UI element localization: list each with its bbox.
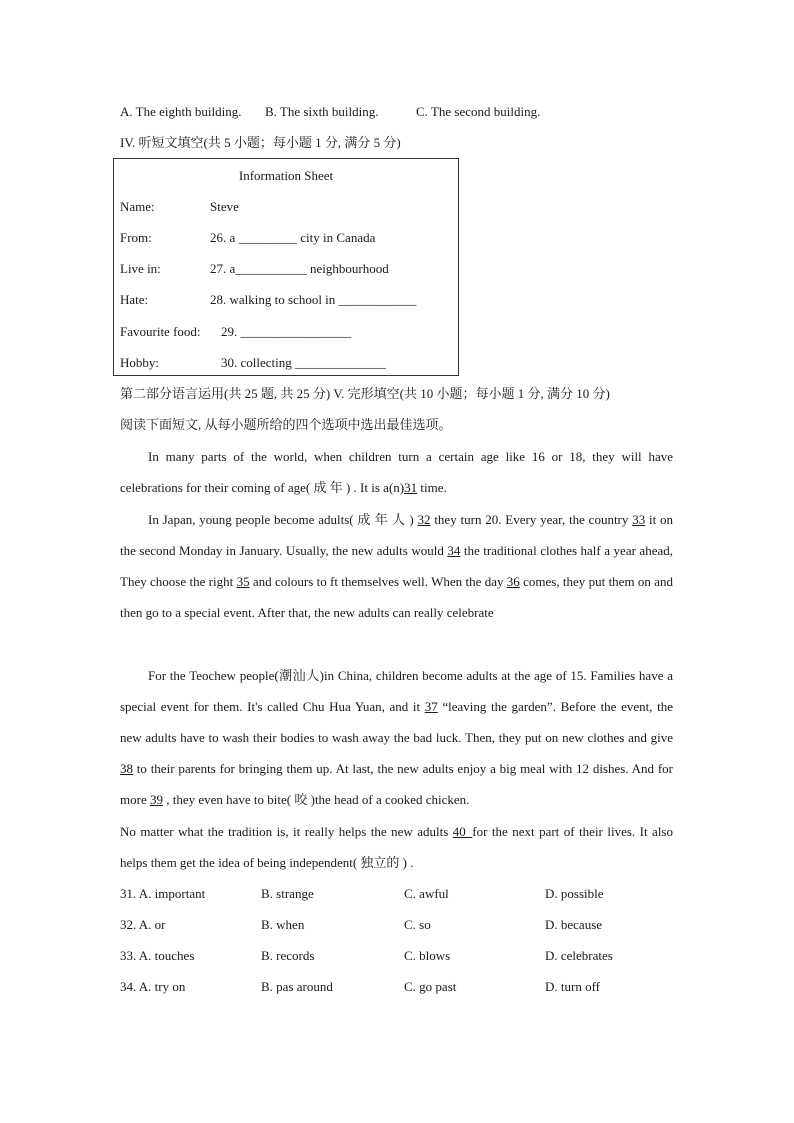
- passage-text: to their parents for bringing them up. At last, the new adults enjoy a big meal with 12 dishes. And for more: [120, 761, 673, 807]
- info-value: 30. collecting ______________: [221, 355, 387, 370]
- info-row-favourite-food: [120, 324, 351, 340]
- option-a: 33. A. touches: [120, 948, 195, 963]
- info-row-live-in: [120, 261, 389, 277]
- passage-text: In Japan, young people become adults( 成 年 人 ): [148, 512, 418, 527]
- passage-text: time.: [417, 480, 447, 495]
- passage-paragraph-2: [120, 504, 673, 628]
- option-c: C. awful: [404, 886, 449, 901]
- blank-38: 38: [120, 761, 133, 776]
- option-c: C. so: [404, 917, 431, 932]
- option-a: 34. A. try on: [120, 979, 186, 994]
- part-two-heading: 第二部分语言运用(共 25 题, 共 25 分) V. 完形填空(共 10 小题；每小题 1 分, 满分 10 分): [120, 386, 610, 401]
- option-b: B. pas around: [261, 979, 333, 994]
- blank-35: 35: [236, 574, 250, 589]
- passage-text: For the Teochew people(潮汕人)in China, children become adults at the age of 15. Families have a special event for them. It's called Chu Hua Yuan, and it: [120, 668, 673, 714]
- passage-text: “leaving the garden”. Before the event, the new adults have to wash their bodies to wash away the bad luck. Then, they put on new clothes and give: [120, 699, 673, 745]
- option-d: D. because: [545, 917, 603, 932]
- passage-text: In many parts of the world, when children turn a certain age like 16 or 18, they will have celebrations for their coming of age( 成 年 ) . It is a(n): [120, 449, 673, 495]
- info-row-name: [120, 199, 239, 215]
- option-c: C. The second building.: [416, 104, 541, 119]
- info-label: From:: [120, 230, 152, 245]
- passage-text: No matter what the tradition is, it really helps the new adults: [120, 824, 453, 839]
- passage-paragraph-4: [120, 816, 673, 878]
- info-value: 29. _________________: [221, 324, 351, 339]
- blank-36: 36: [506, 574, 520, 589]
- top-options-line-b: [265, 104, 379, 120]
- passage-paragraph-3: [120, 660, 673, 815]
- section-iv-heading: IV. 听短文填空(共 5 小题；每小题 1 分, 满分 5 分): [120, 135, 401, 150]
- blank-32: 32: [417, 512, 431, 527]
- option-c: C. blows: [404, 948, 451, 963]
- info-label: Hobby:: [120, 355, 159, 370]
- option-b: B. records: [261, 948, 315, 963]
- top-options-line-c: [416, 104, 540, 120]
- blank-31: 31: [404, 480, 418, 495]
- info-row-hobby: [120, 355, 387, 371]
- info-label: Live in:: [120, 261, 161, 276]
- info-value: 26. a _________ city in Canada: [210, 230, 376, 245]
- information-sheet: [113, 158, 459, 376]
- blank-39: 39: [149, 792, 163, 807]
- option-a: 32. A. or: [120, 917, 166, 932]
- passage-text: it on the second Monday in January. Usually, the new adults would: [120, 512, 673, 558]
- passage-text: and colours to ft themselves well. When the day: [249, 574, 507, 589]
- blank-40: 40_: [452, 824, 473, 839]
- info-value: 28. walking to school in ____________: [210, 292, 417, 307]
- passage-text: , they even have to bite( 咬 )the head of a cooked chicken.: [162, 792, 470, 807]
- question-32: [120, 917, 680, 933]
- option-d: D. turn off: [545, 979, 601, 994]
- blank-34: 34: [447, 543, 461, 558]
- part-two-instruction: 阅读下面短文, 从每小题所给的四个选项中选出最佳选项。: [120, 417, 452, 432]
- question-31: [120, 886, 680, 902]
- option-d: D. possible: [545, 886, 604, 901]
- passage-text: the traditional clothes half a year ahead, They choose the right: [120, 543, 673, 589]
- info-row-hate: [120, 292, 417, 308]
- blank-37: 37: [424, 699, 438, 714]
- option-b: B. The sixth building.: [265, 104, 379, 119]
- option-b: B. when: [261, 917, 305, 932]
- info-row-from: [120, 230, 376, 246]
- passage-paragraph-1: [120, 441, 673, 503]
- passage-text: for the next part of their lives. It also helps them get the idea of being independent( 独立的 ) .: [120, 824, 673, 870]
- info-sheet-title: Information Sheet: [238, 168, 334, 183]
- info-value: Steve: [210, 199, 239, 214]
- info-label: Name:: [120, 199, 155, 214]
- option-b: B. strange: [261, 886, 314, 901]
- blank-33: 33: [632, 512, 646, 527]
- info-label: Favourite food:: [120, 324, 201, 339]
- info-value: 27. a___________ neighbourhood: [210, 261, 389, 276]
- info-label: Hate:: [120, 292, 149, 307]
- passage-text: they turn 20. Every year, the country: [430, 512, 633, 527]
- question-33: [120, 948, 680, 964]
- option-a: A. The eighth building.: [120, 104, 242, 119]
- passage-text: comes, they put them on and then go to a special event. After that, the new adults can really celebrate: [120, 574, 673, 620]
- option-a: 31. A. important: [120, 886, 206, 901]
- top-options-line: [120, 104, 241, 120]
- question-34: [120, 979, 680, 995]
- option-d: D. celebrates: [545, 948, 613, 963]
- option-c: C. go past: [404, 979, 457, 994]
